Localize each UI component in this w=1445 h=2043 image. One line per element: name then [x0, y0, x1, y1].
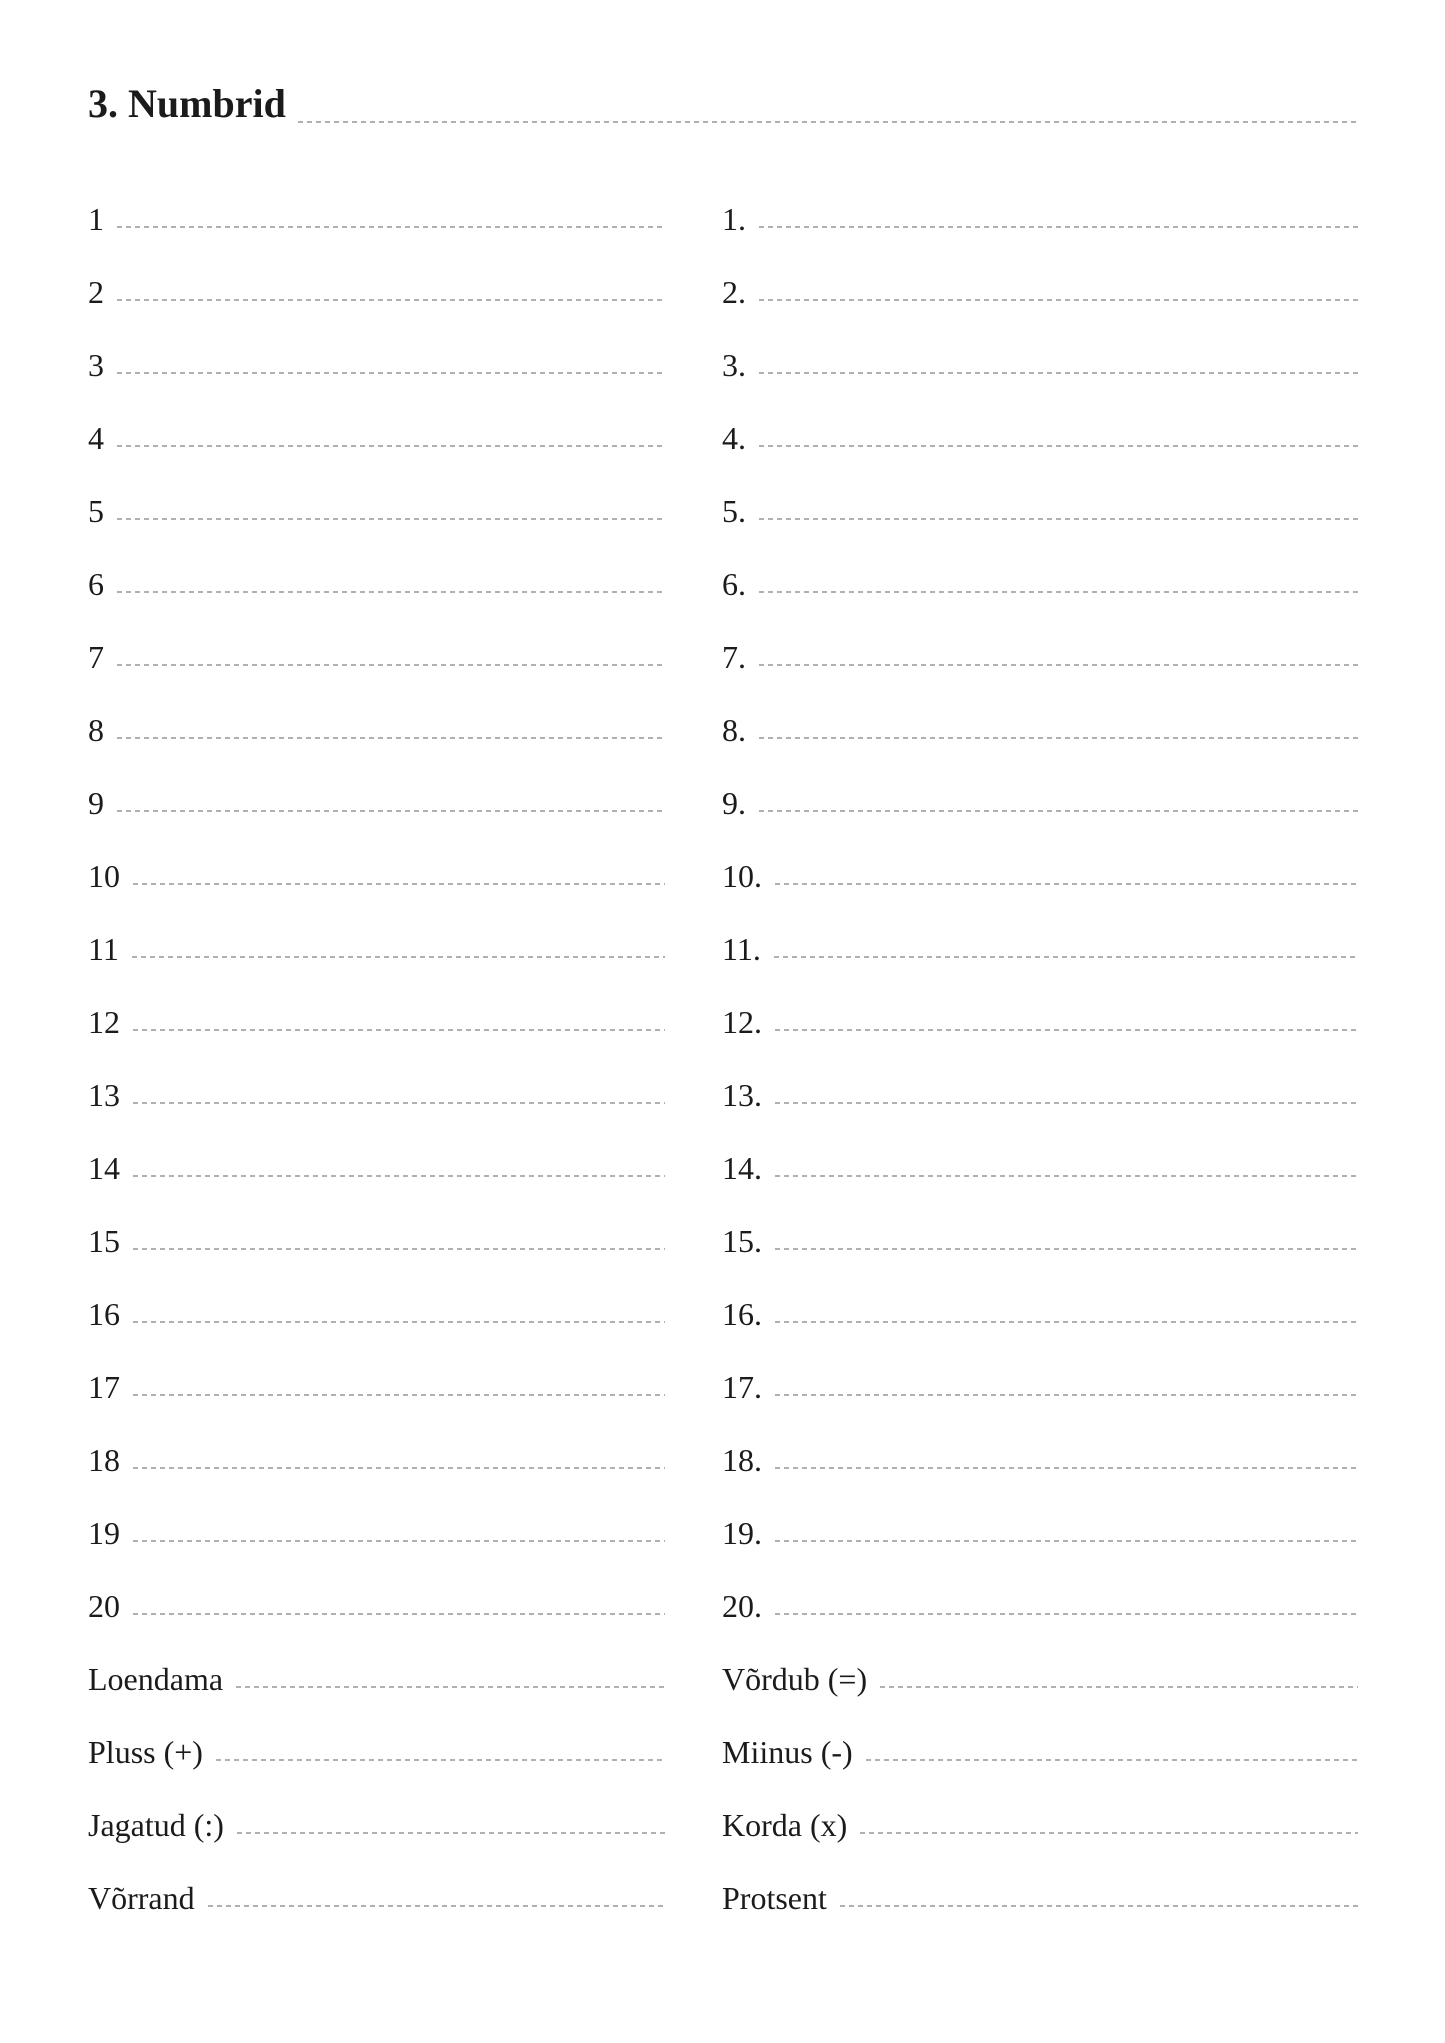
item-label: 12	[88, 1004, 120, 1040]
list-item	[88, 548, 665, 621]
list-item	[722, 1132, 1358, 1205]
dotted-fill-line	[866, 1716, 1358, 1789]
dotted-fill-line	[775, 840, 1358, 913]
dotted-fill-line	[133, 1424, 665, 1497]
item-label: 6.	[722, 566, 746, 602]
dotted-fill-line	[236, 1643, 665, 1716]
list-item	[88, 986, 665, 1059]
list-item	[722, 767, 1358, 840]
dotted-fill-line	[775, 1278, 1358, 1351]
item-label: Pluss (+)	[88, 1734, 203, 1770]
item-label: 1.	[722, 201, 746, 237]
dotted-fill-line	[759, 475, 1358, 548]
item-label: 17.	[722, 1369, 762, 1405]
dotted-fill-line	[117, 694, 665, 767]
dotted-fill-line	[759, 621, 1358, 694]
dotted-fill-line	[759, 256, 1358, 329]
list-item	[88, 1789, 665, 1862]
list-item	[88, 1351, 665, 1424]
item-label: 16	[88, 1296, 120, 1332]
item-label: 20.	[722, 1588, 762, 1624]
item-label: 19	[88, 1515, 120, 1551]
list-item	[722, 913, 1358, 986]
dotted-fill-line	[775, 986, 1358, 1059]
list-item	[722, 1716, 1358, 1789]
item-label: 19.	[722, 1515, 762, 1551]
dotted-fill-line	[775, 1059, 1358, 1132]
list-item	[88, 1862, 665, 1935]
item-label: 15	[88, 1223, 120, 1259]
item-label: 1	[88, 201, 104, 237]
list-item	[722, 1205, 1358, 1278]
list-item	[88, 1424, 665, 1497]
list-item	[88, 1716, 665, 1789]
title-dotted-line	[298, 76, 1358, 132]
list-item	[722, 1424, 1358, 1497]
dotted-fill-line	[133, 1351, 665, 1424]
right-column	[722, 183, 1358, 1935]
item-label: 14	[88, 1150, 120, 1186]
item-label: 2.	[722, 274, 746, 310]
dotted-fill-line	[117, 767, 665, 840]
dotted-fill-line	[775, 1424, 1358, 1497]
list-item	[88, 1059, 665, 1132]
item-label: 10.	[722, 858, 762, 894]
list-item	[722, 694, 1358, 767]
left-column	[88, 183, 665, 1935]
list-item	[722, 1351, 1358, 1424]
item-label: 16.	[722, 1296, 762, 1332]
page-title: 3. Numbrid	[88, 81, 286, 126]
item-label: 13	[88, 1077, 120, 1113]
item-label: 12.	[722, 1004, 762, 1040]
item-label: Võrrand	[88, 1880, 195, 1916]
dotted-fill-line	[133, 986, 665, 1059]
list-item	[88, 767, 665, 840]
list-item	[88, 256, 665, 329]
item-label: 3.	[722, 347, 746, 383]
dotted-fill-line	[840, 1862, 1358, 1935]
dotted-fill-line	[117, 402, 665, 475]
item-label: 5.	[722, 493, 746, 529]
list-item	[88, 475, 665, 548]
dotted-fill-line	[133, 840, 665, 913]
item-label: 4.	[722, 420, 746, 456]
worksheet-columns	[88, 183, 1358, 1935]
dotted-fill-line	[117, 621, 665, 694]
dotted-fill-line	[775, 1205, 1358, 1278]
dotted-fill-line	[774, 913, 1358, 986]
list-item	[722, 256, 1358, 329]
item-label: 17	[88, 1369, 120, 1405]
list-item	[722, 548, 1358, 621]
list-item	[722, 1278, 1358, 1351]
list-item	[88, 1570, 665, 1643]
item-label: Võrdub (=)	[722, 1661, 868, 1697]
dotted-fill-line	[775, 1351, 1358, 1424]
list-item	[722, 329, 1358, 402]
dotted-fill-line	[775, 1570, 1358, 1643]
item-label: 5	[88, 493, 104, 529]
dotted-fill-line	[880, 1643, 1358, 1716]
list-item	[88, 1132, 665, 1205]
dotted-fill-line	[117, 329, 665, 402]
item-label: 7	[88, 639, 104, 675]
item-label: Miinus (-)	[722, 1734, 853, 1770]
list-item	[722, 1059, 1358, 1132]
item-label: 2	[88, 274, 104, 310]
list-item	[722, 840, 1358, 913]
item-label: 9.	[722, 785, 746, 821]
dotted-fill-line	[759, 694, 1358, 767]
dotted-fill-line	[759, 183, 1358, 256]
list-item	[88, 183, 665, 256]
dotted-fill-line	[775, 1497, 1358, 1570]
list-item	[88, 1205, 665, 1278]
list-item	[722, 1643, 1358, 1716]
dotted-fill-line	[133, 1205, 665, 1278]
item-label: 13.	[722, 1077, 762, 1113]
item-label: 11.	[722, 931, 761, 967]
item-label: 8.	[722, 712, 746, 748]
dotted-fill-line	[759, 402, 1358, 475]
item-label: 8	[88, 712, 104, 748]
item-label: 9	[88, 785, 104, 821]
list-item	[722, 1789, 1358, 1862]
dotted-fill-line	[216, 1716, 665, 1789]
dotted-fill-line	[117, 183, 665, 256]
list-item	[88, 694, 665, 767]
list-item	[88, 402, 665, 475]
list-item	[88, 329, 665, 402]
dotted-fill-line	[117, 548, 665, 621]
list-item	[88, 1643, 665, 1716]
section-header	[88, 76, 1358, 132]
item-label: Jagatud (:)	[88, 1807, 224, 1843]
list-item	[88, 621, 665, 694]
dotted-fill-line	[133, 1278, 665, 1351]
item-label: 11	[88, 931, 119, 967]
item-label: 14.	[722, 1150, 762, 1186]
item-label: 18	[88, 1442, 120, 1478]
item-label: 7.	[722, 639, 746, 675]
list-item	[722, 1497, 1358, 1570]
list-item	[722, 986, 1358, 1059]
dotted-fill-line	[237, 1789, 665, 1862]
item-label: 6	[88, 566, 104, 602]
dotted-fill-line	[860, 1789, 1358, 1862]
dotted-fill-line	[133, 1059, 665, 1132]
item-label: Loendama	[88, 1661, 224, 1697]
list-item	[722, 402, 1358, 475]
item-label: 3	[88, 347, 104, 383]
item-label: Protsent	[722, 1880, 827, 1916]
dotted-fill-line	[759, 329, 1358, 402]
list-item	[88, 840, 665, 913]
list-item	[722, 1570, 1358, 1643]
dotted-fill-line	[775, 1132, 1358, 1205]
item-label: 10	[88, 858, 120, 894]
dotted-fill-line	[132, 913, 665, 986]
item-label: 20	[88, 1588, 120, 1624]
list-item	[722, 183, 1358, 256]
item-label: 4	[88, 420, 104, 456]
list-item	[88, 1497, 665, 1570]
list-item	[722, 1862, 1358, 1935]
list-item	[722, 621, 1358, 694]
dotted-fill-line	[759, 767, 1358, 840]
list-item	[88, 913, 665, 986]
dotted-fill-line	[117, 256, 665, 329]
dotted-fill-line	[117, 475, 665, 548]
dotted-fill-line	[208, 1862, 665, 1935]
item-label: 15.	[722, 1223, 762, 1259]
item-label: Korda (x)	[722, 1807, 848, 1843]
dotted-fill-line	[759, 548, 1358, 621]
item-label: 18.	[722, 1442, 762, 1478]
dotted-fill-line	[133, 1132, 665, 1205]
dotted-fill-line	[133, 1570, 665, 1643]
list-item	[722, 475, 1358, 548]
list-item	[88, 1278, 665, 1351]
dotted-fill-line	[133, 1497, 665, 1570]
